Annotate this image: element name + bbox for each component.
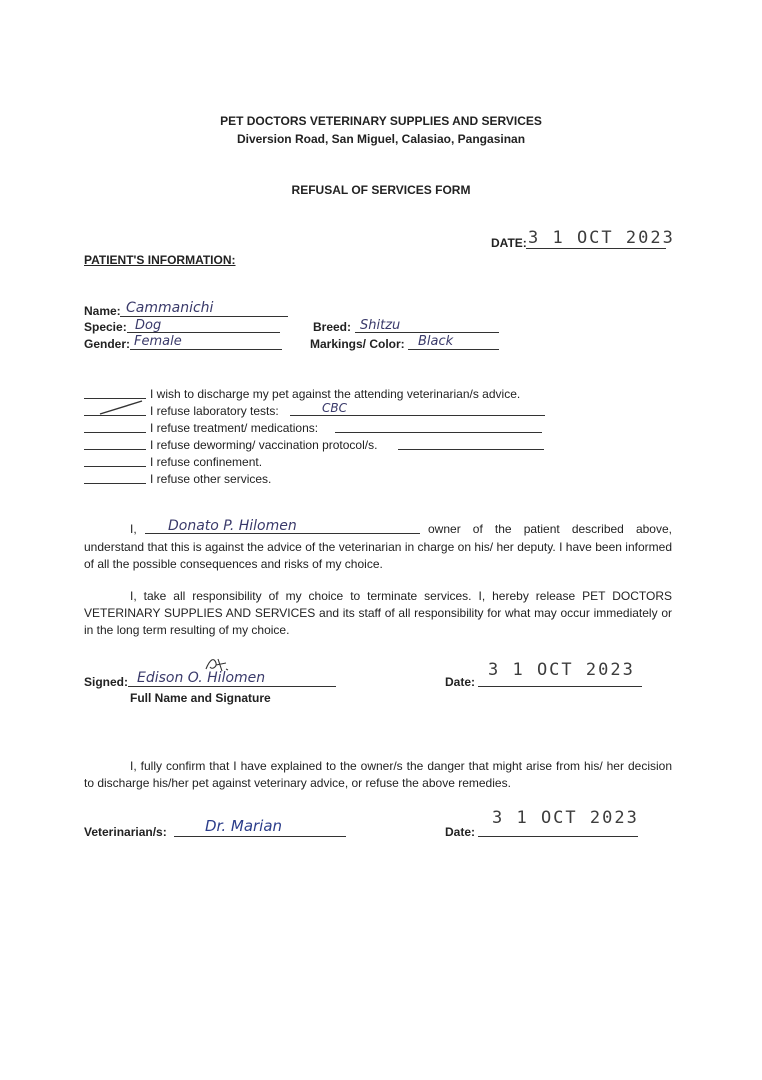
statement1-suffix: owner of the patient described above, bbox=[428, 522, 672, 536]
markings-value: Black bbox=[418, 334, 454, 349]
specie-label: Specie: bbox=[84, 320, 127, 334]
gender-label: Gender: bbox=[84, 337, 131, 351]
signed-value: Edison O. Hilomen bbox=[137, 670, 266, 686]
form-title: REFUSAL OF SERVICES FORM bbox=[291, 183, 471, 197]
veterinarian-date-label: Date: bbox=[445, 825, 476, 839]
option-label: I refuse other services. bbox=[150, 472, 272, 486]
veterinarian-label: Veterinarian/s: bbox=[84, 825, 167, 839]
breed-label: Breed: bbox=[313, 320, 352, 334]
option-blank[interactable] bbox=[84, 417, 146, 433]
treatment-line bbox=[335, 417, 542, 433]
option-blank[interactable] bbox=[84, 451, 146, 467]
statement2: I, take all responsibility of my choice to terminate services. I, hereby release PET DOCTORS VETERINARY SUPPLIES AND SERVICES and its staff of all responsibility for what may occur immediately or in the long term resulting of my choice. bbox=[84, 589, 672, 637]
option-label: I refuse treatment/ medications: bbox=[150, 421, 319, 435]
date-stamp: 3 1 OCT 2023 bbox=[528, 228, 675, 248]
statement3: I, fully confirm that I have explained to the owner/s the danger that might arise from his/ her decision to discharge his/her pet against veterinary advice, or refuse the above remedies. bbox=[84, 759, 672, 790]
option-label: I refuse deworming/ vaccination protocol/s. bbox=[150, 438, 378, 452]
option-blank[interactable] bbox=[84, 468, 146, 484]
name-label: Name: bbox=[84, 304, 121, 318]
signature-caption: Full Name and Signature bbox=[130, 691, 271, 705]
option-label: I refuse confinement. bbox=[150, 455, 263, 469]
specie-value: Dog bbox=[135, 318, 162, 333]
option-label: I refuse laboratory tests: bbox=[150, 404, 279, 418]
option-label: I wish to discharge my pet against the attending veterinarian/s advice. bbox=[150, 387, 521, 401]
statement1-body: understand that this is against the advice of the veterinarian in charge on his/ her deputy. I have been informed of all the possible consequences and risks of my choice. bbox=[84, 540, 672, 571]
deworming-line bbox=[398, 434, 544, 450]
statement1-prefix: I, bbox=[130, 522, 137, 536]
gender-value: Female bbox=[134, 334, 182, 349]
signed-date-label: Date: bbox=[445, 675, 476, 689]
check-mark-icon bbox=[98, 398, 144, 416]
name-value: Cammanichi bbox=[126, 300, 214, 316]
breed-value: Shitzu bbox=[360, 318, 401, 333]
company-address: Diversion Road, San Miguel, Calasiao, Pangasinan bbox=[236, 132, 526, 146]
lab-tests-value: CBC bbox=[322, 401, 347, 415]
markings-label: Markings/ Color: bbox=[310, 337, 405, 351]
date-label: DATE: bbox=[491, 236, 527, 250]
option-blank[interactable] bbox=[84, 434, 146, 450]
patient-info-title: PATIENT'S INFORMATION: bbox=[84, 253, 236, 267]
company-name: PET DOCTORS VETERINARY SUPPLIES AND SERVICES bbox=[220, 114, 542, 128]
option-blank[interactable] bbox=[84, 383, 146, 399]
veterinarian-signature: Dr. Marian bbox=[205, 817, 283, 835]
owner-name-value: Donato P. Hilomen bbox=[168, 518, 297, 534]
signed-date-stamp: 3 1 OCT 2023 bbox=[488, 660, 635, 680]
veterinarian-date-stamp: 3 1 OCT 2023 bbox=[492, 808, 639, 828]
signed-label: Signed: bbox=[84, 675, 128, 689]
